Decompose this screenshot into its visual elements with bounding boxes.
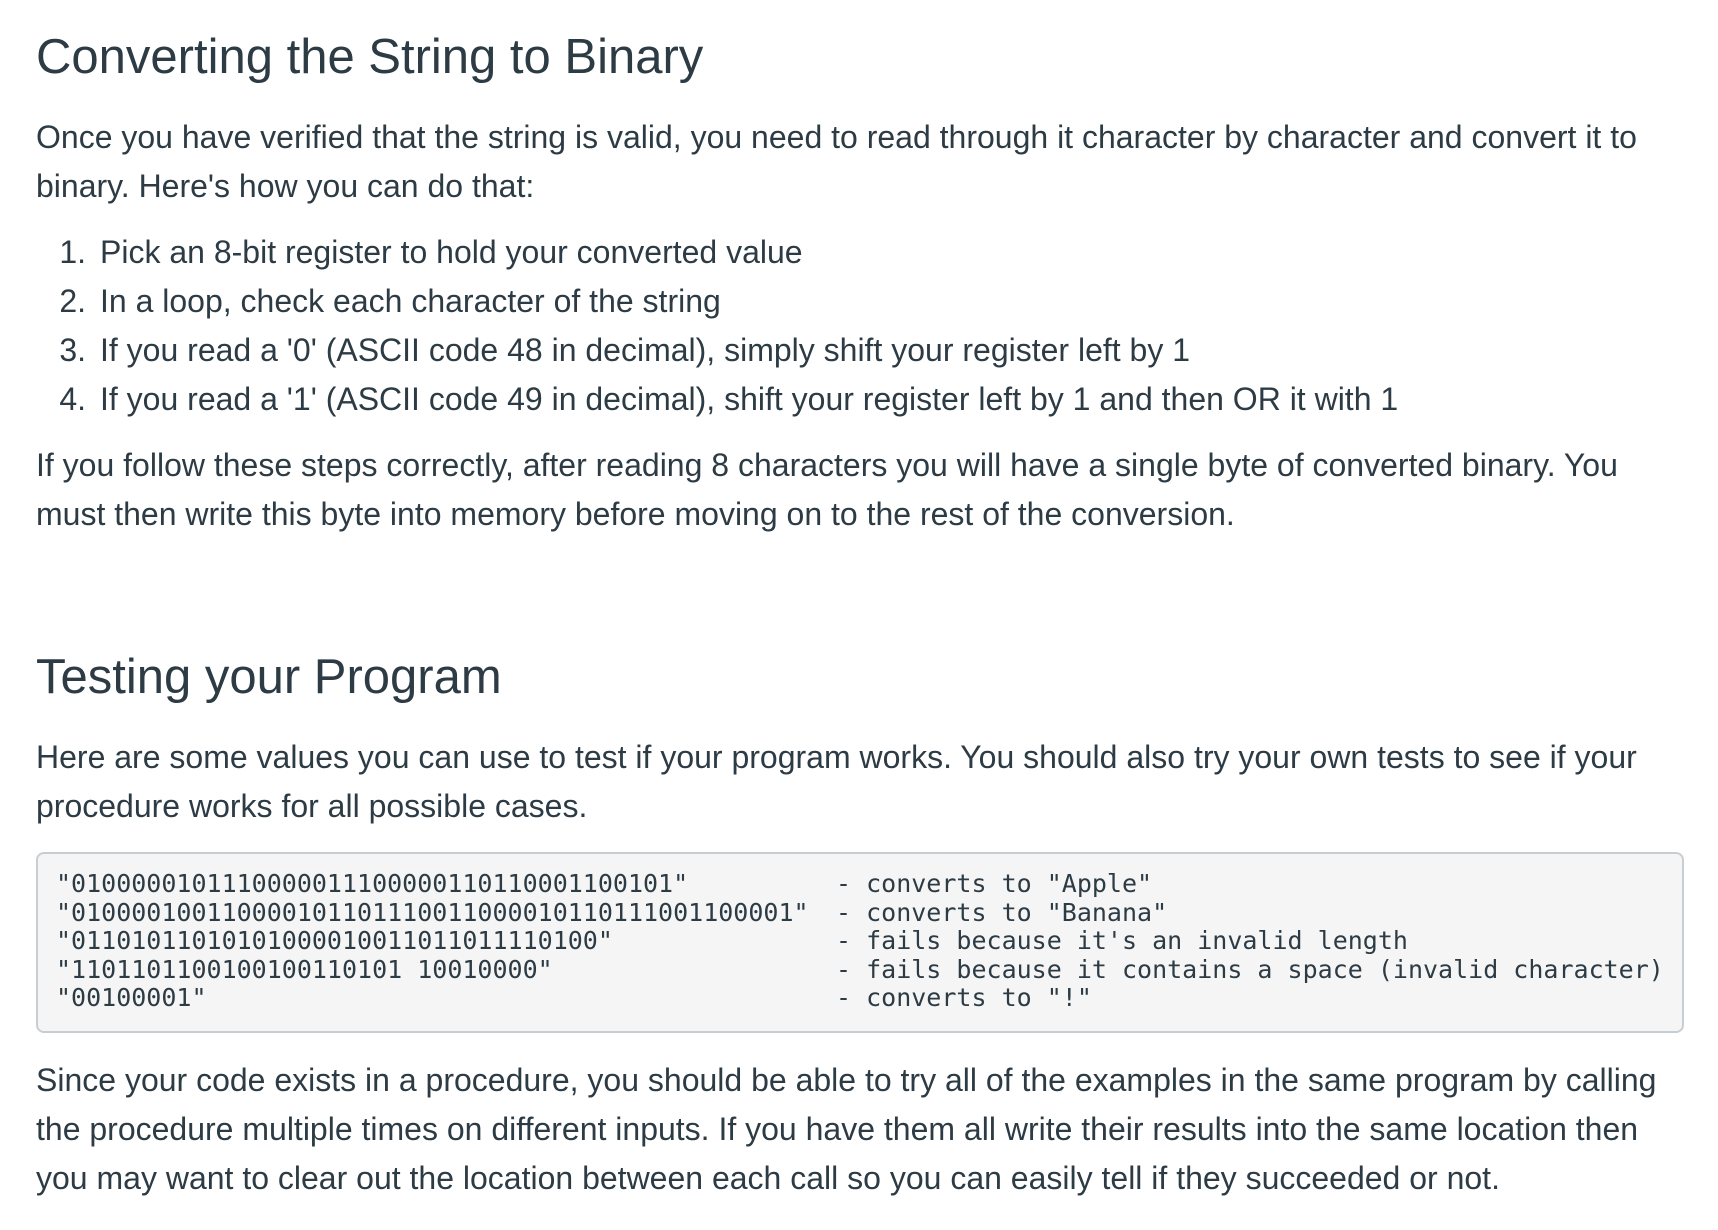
section-title-testing: Testing your Program [36, 650, 502, 704]
test-input-value: "01101011010101000010011011011110100" [56, 926, 613, 955]
conversion-steps-list [36, 228, 1682, 424]
test-input-value: "00100001" [56, 983, 207, 1012]
test-expected-result: - fails because it's an invalid length [836, 926, 1408, 955]
list-item-number: 3. [59, 332, 86, 368]
code-line [56, 984, 1664, 1013]
test-input-value: "0100000101110000011100000110110001100101" [56, 869, 689, 898]
test-expected-result: - converts to "Banana" [836, 897, 1168, 927]
testing-closing-paragraph: Since your code exists in a procedure, you should be able to try all of the examples in the same program by calling the procedure multiple times on different inputs. If you have them all write their results into the same location then you may want to clear out the location between each call so you can easily tell if they succeeded or not. [36, 1061, 1657, 1196]
test-input-value: "1101101100100100110101 10010000" [56, 954, 553, 984]
list-item-number: 1. [59, 234, 86, 270]
list-item [36, 277, 1682, 326]
list-item [36, 228, 1682, 277]
code-line [56, 899, 1664, 928]
list-item-text: If you read a '0' (ASCII code 48 in decimal), simply shift your register left by 1 [100, 332, 1191, 368]
code-line [56, 956, 1664, 985]
converting-closing-paragraph: If you follow these steps correctly, after reading 8 characters you will have a single byte of converted binary. You must then write this byte into memory before moving on to the rest of the conversion. [36, 447, 1618, 532]
converting-intro-paragraph: Once you have verified that the string is valid, you need to read through it character by character and convert it to binary. Here's how you can do that: [36, 119, 1637, 204]
test-values-code-block [36, 852, 1684, 1033]
code-line [56, 870, 1664, 899]
section-title-converting: Converting the String to Binary [36, 30, 704, 84]
list-item-text: Pick an 8-bit register to hold your converted value [100, 234, 803, 270]
test-expected-result: - converts to "Apple" [836, 869, 1153, 898]
test-expected-result: - converts to "!" [836, 983, 1092, 1012]
code-line [56, 927, 1664, 956]
list-item-text: If you read a '1' (ASCII code 49 in decimal), shift your register left by 1 and then OR it with 1 [100, 381, 1399, 417]
list-item [36, 375, 1682, 424]
test-input-value: "010000100110000101101110011000010110111001100001" [56, 897, 809, 927]
list-item-number: 4. [59, 381, 86, 417]
list-item-text: In a loop, check each character of the string [100, 283, 721, 319]
list-item-number: 2. [59, 283, 86, 319]
list-item [36, 326, 1682, 375]
testing-intro-paragraph: Here are some values you can use to test if your program works. You should also try your own tests to see if your procedure works for all possible cases. [36, 739, 1637, 824]
test-expected-result: - fails because it contains a space (invalid character) [836, 954, 1664, 984]
